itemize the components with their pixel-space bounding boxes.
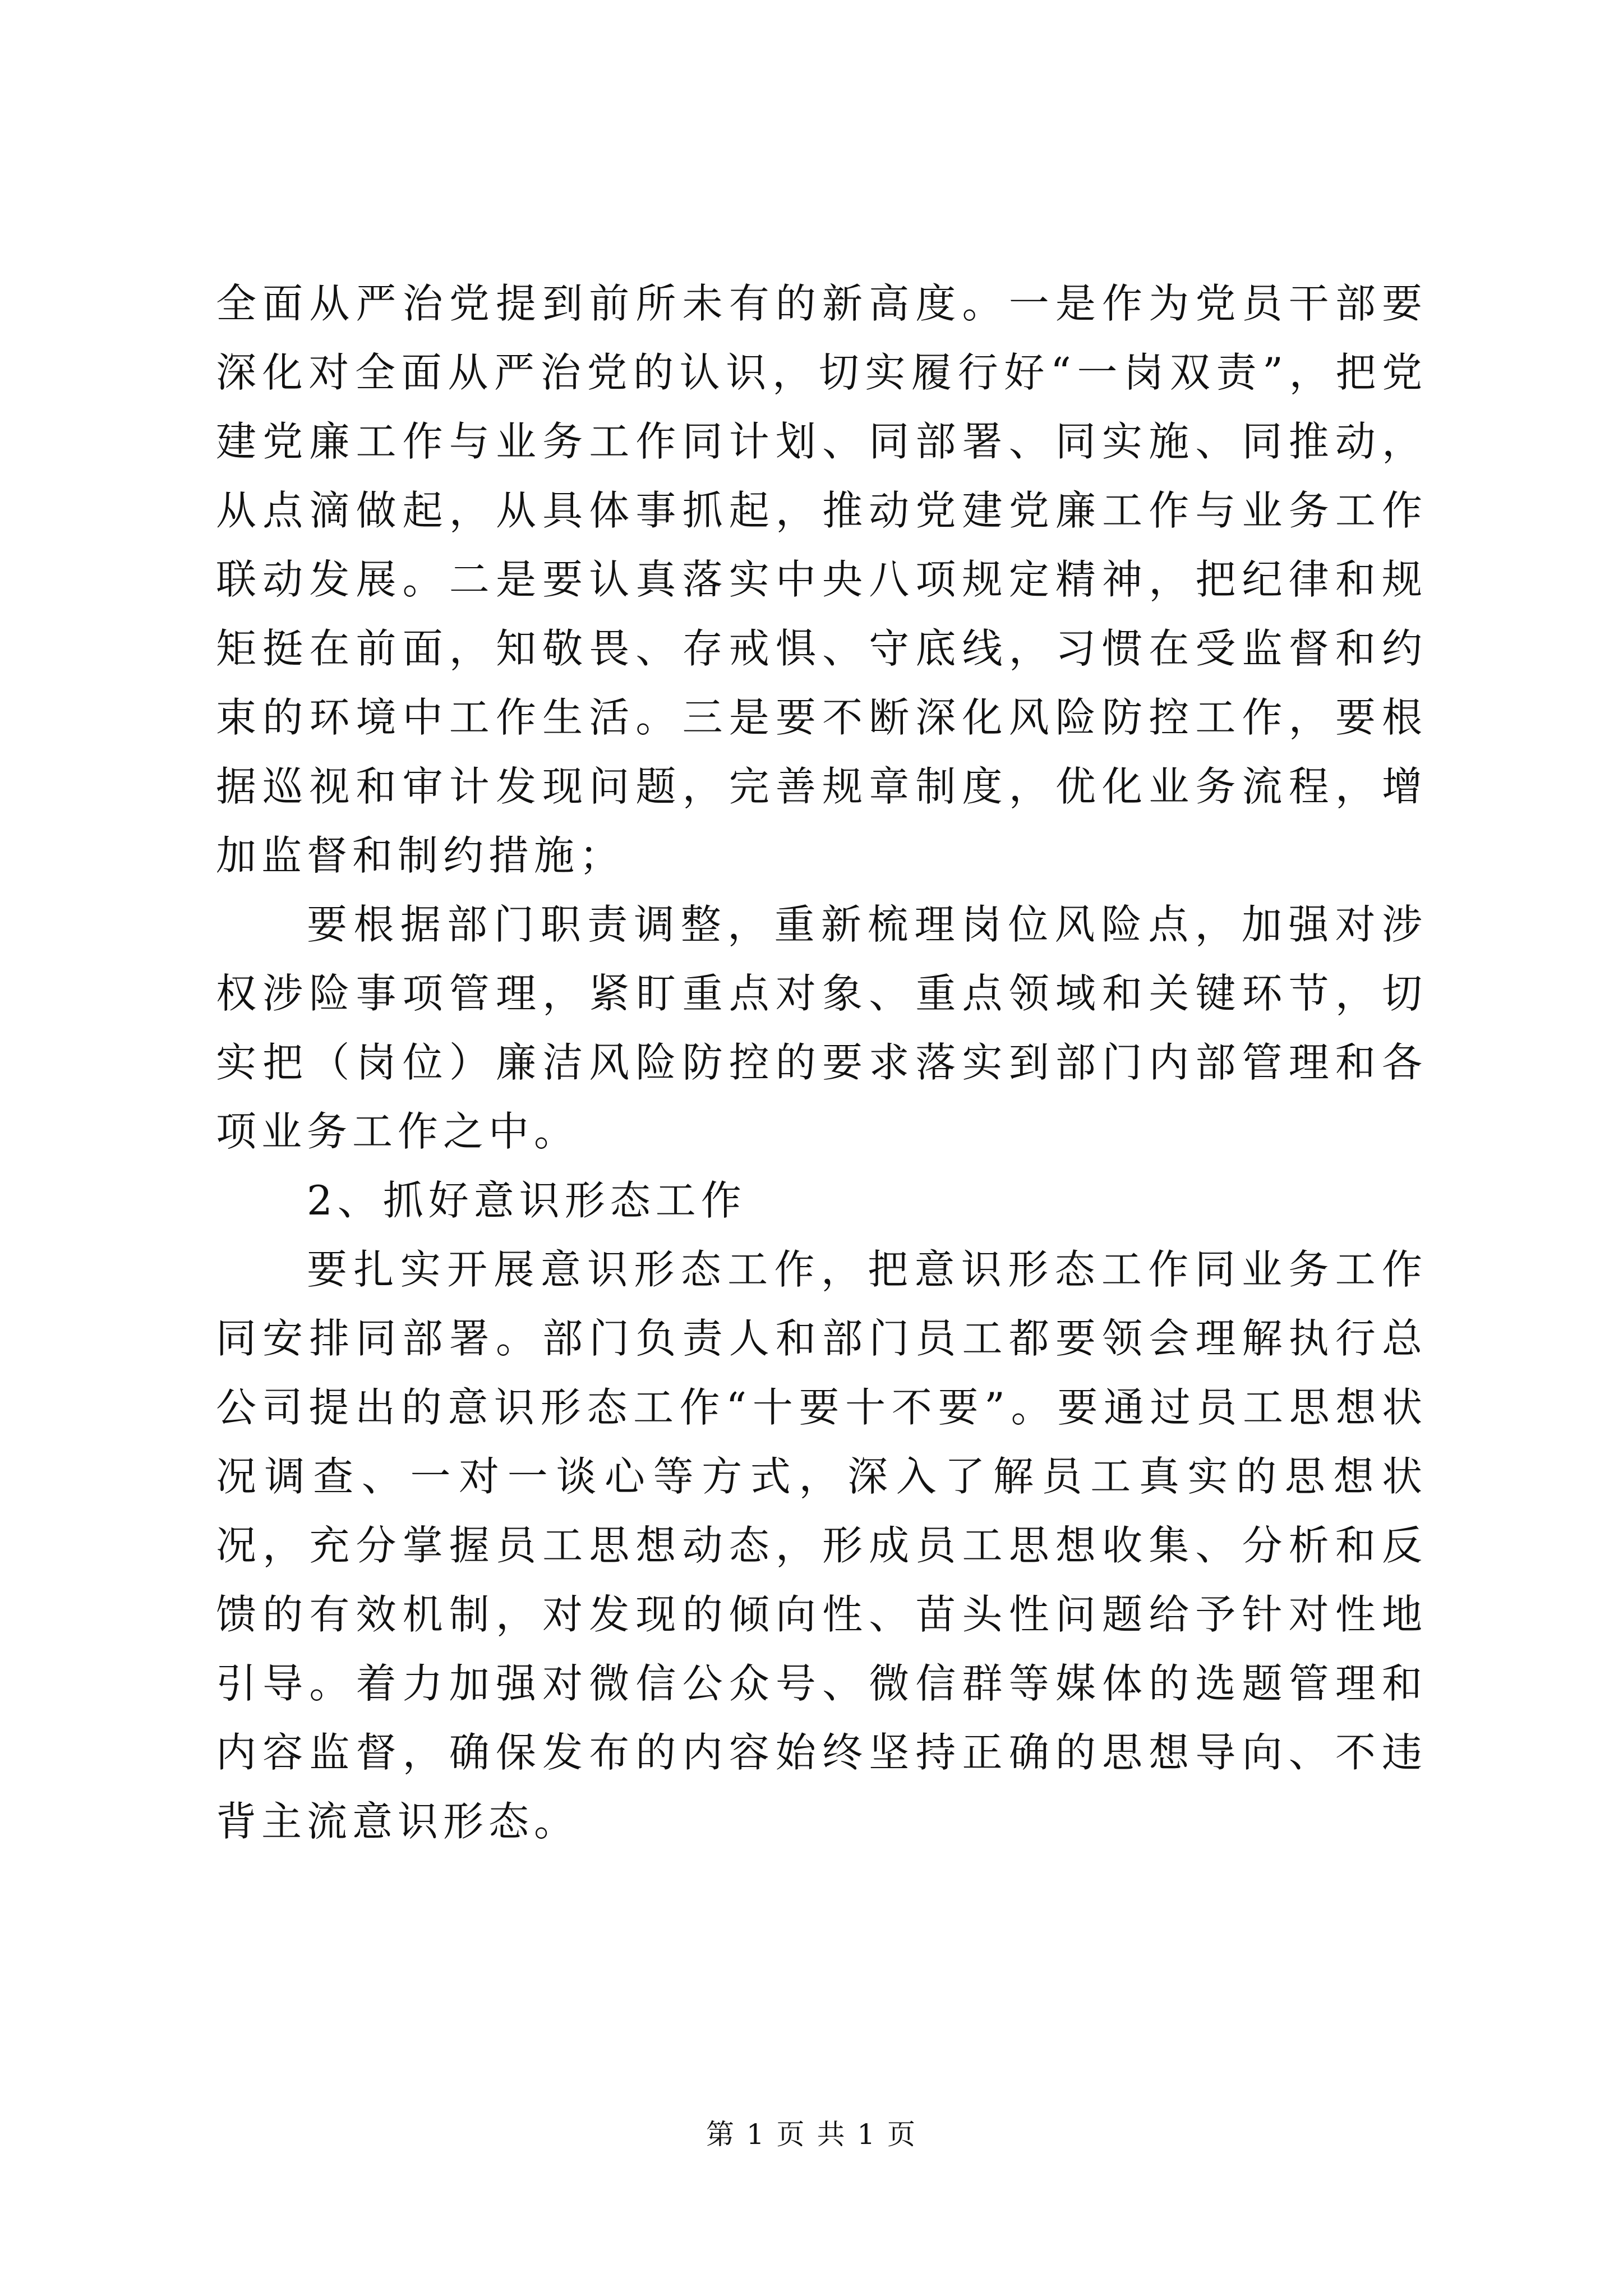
paragraph-risk-control: 要根据部门职责调整，重新梳理岗位风险点，加强对涉权涉险事项管理，紧盯重点对象、重点领域和关键环节，切实把（岗位）廉洁风险防控的要求落实到部门内部管理和各项业务工作之中。 [216, 901, 1427, 1155]
paragraph-ideology: 要扎实开展意识形态工作，把意识形态工作同业务工作同安排同部署。部门负责人和部门员工都要领会理解执行总公司提出的意识形态工作“十要十不要”。要通过员工思想状况调查、一对一谈心等方式，深入了解员工真实的思想状况，充分掌握员工思想动态，形成员工思想收集、分析和反馈的有效机制，对发现的倾向性、苗头性问题给予针对性地引导。着力加强对微信公众号、微信群等媒体的选题管理和内容监督，确保发布的内容始终坚持正确的思想导向、不违背主流意识形态。 [216, 1246, 1427, 1845]
document-body [216, 269, 1427, 1856]
section-heading: 2、抓好意识形态工作 [307, 1177, 746, 1224]
paragraph-continuation: 全面从严治党提到前所未有的新高度。一是作为党员干部要深化对全面从严治党的认识，切实履行好“一岗双责”，把党建党廉工作与业务工作同计划、同部署、同实施、同推动，从点滴做起，从具体事抓起，推动党建党廉工作与业务工作联动发展。二是要认真落实中央八项规定精神，把纪律和规矩挺在前面，知敬畏、存戒惧、守底线，习惯在受监督和约束的环境中工作生活。三是要不断深化风险防控工作，要根据巡视和审计发现问题，完善规章制度，优化业务流程，增加监督和制约措施； [216, 280, 1427, 879]
page-footer: 第 1 页 共 1 页 [706, 2118, 917, 2151]
